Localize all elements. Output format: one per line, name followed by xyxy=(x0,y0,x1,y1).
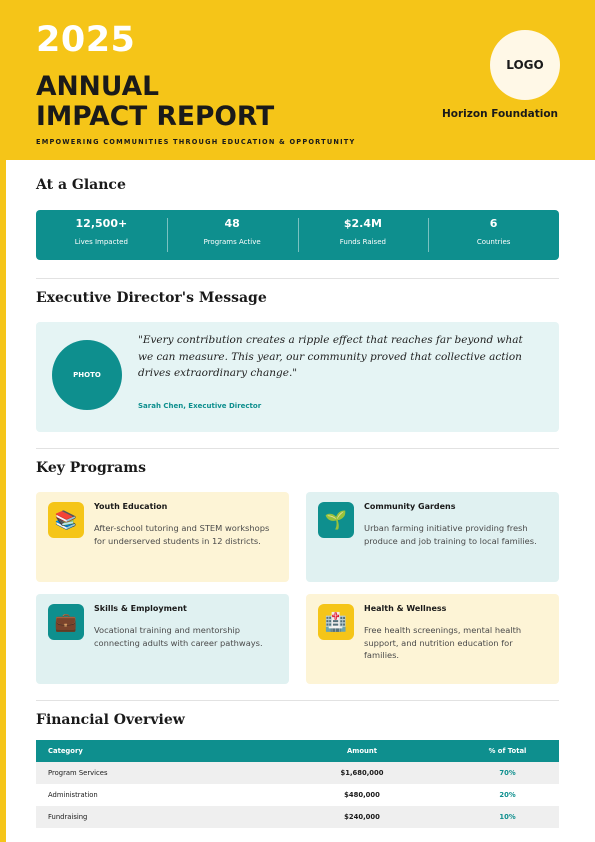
seedling-icon: 🌱 xyxy=(318,502,354,538)
stat-lives-impacted xyxy=(36,210,167,260)
stat-label: Countries xyxy=(476,238,511,246)
report-title-line-2: IMPACT REPORT xyxy=(36,101,275,132)
report-tagline: EMPOWERING COMMUNITIES THROUGH EDUCATION & OPPORTUNITY xyxy=(36,138,356,146)
table-row xyxy=(36,762,559,784)
program-title: Community Gardens xyxy=(364,502,456,511)
program-description: After-school tutoring and STEM workshops for underserved students in 12 districts. xyxy=(94,523,270,546)
stat-programs-active xyxy=(167,210,298,260)
message-section-title: Executive Director's Message xyxy=(36,290,267,306)
report-title xyxy=(36,72,274,132)
cell-category: Administration xyxy=(36,784,268,806)
books-icon: 📚 xyxy=(48,502,84,538)
quote-author: Sarah Chen, Executive Director xyxy=(138,402,262,410)
glance-stats-bar xyxy=(36,210,559,260)
section-divider xyxy=(36,448,559,449)
program-card-community-gardens xyxy=(306,492,559,582)
column-header-percent: % of Total xyxy=(456,740,559,762)
cell-percent: 10% xyxy=(456,806,559,828)
side-accent-stripe xyxy=(0,160,6,842)
director-photo-placeholder: PHOTO xyxy=(52,340,122,410)
program-card-skills-employment xyxy=(36,594,289,684)
program-description: Free health screenings, mental health support, and nutrition education for families. xyxy=(364,625,522,661)
report-title-line-1: ANNUAL xyxy=(36,71,159,102)
report-year: 2025 xyxy=(36,20,136,60)
logo-placeholder: LOGO xyxy=(490,30,560,100)
table-header-row xyxy=(36,740,559,762)
program-title: Skills & Employment xyxy=(94,604,187,613)
table-row xyxy=(36,806,559,828)
cell-amount: $240,000 xyxy=(268,806,456,828)
stat-value: 12,500+ xyxy=(75,217,128,230)
hospital-icon: 🏥 xyxy=(318,604,354,640)
column-header-amount: Amount xyxy=(268,740,456,762)
section-divider xyxy=(36,700,559,701)
column-header-category: Category xyxy=(36,740,268,762)
stat-countries xyxy=(428,210,559,260)
organization-name: Horizon Foundation xyxy=(441,108,559,120)
cell-percent: 70% xyxy=(456,762,559,784)
financial-table xyxy=(36,740,559,828)
stat-label: Programs Active xyxy=(203,238,261,246)
stat-funds-raised xyxy=(298,210,429,260)
cell-amount: $480,000 xyxy=(268,784,456,806)
stat-label: Lives Impacted xyxy=(74,238,128,246)
cell-percent: 20% xyxy=(456,784,559,806)
table-row xyxy=(36,784,559,806)
program-title: Health & Wellness xyxy=(364,604,447,613)
cell-amount: $1,680,000 xyxy=(268,762,456,784)
briefcase-icon: 💼 xyxy=(48,604,84,640)
program-card-health-wellness xyxy=(306,594,559,684)
cell-category: Program Services xyxy=(36,762,268,784)
cell-category: Fundraising xyxy=(36,806,268,828)
program-description: Vocational training and mentorship connecting adults with career pathways. xyxy=(94,625,263,648)
program-title: Youth Education xyxy=(94,502,168,511)
stat-value: 6 xyxy=(489,217,498,230)
director-quote: "Every contribution creates a ripple effect that reaches far beyond what we can measure. This year, our community proved that collective action drives extraordinary change." xyxy=(138,334,523,379)
report-header xyxy=(0,0,595,160)
stat-value: $2.4M xyxy=(343,217,382,230)
section-divider xyxy=(36,278,559,279)
stat-value: 48 xyxy=(224,217,240,230)
program-description: Urban farming initiative providing fresh produce and job training to local families. xyxy=(364,523,537,546)
program-card-youth-education xyxy=(36,492,289,582)
stat-label: Funds Raised xyxy=(339,238,386,246)
director-message-card xyxy=(36,322,559,432)
glance-section-title: At a Glance xyxy=(36,177,126,193)
programs-section-title: Key Programs xyxy=(36,460,146,476)
financial-section-title: Financial Overview xyxy=(36,712,185,728)
